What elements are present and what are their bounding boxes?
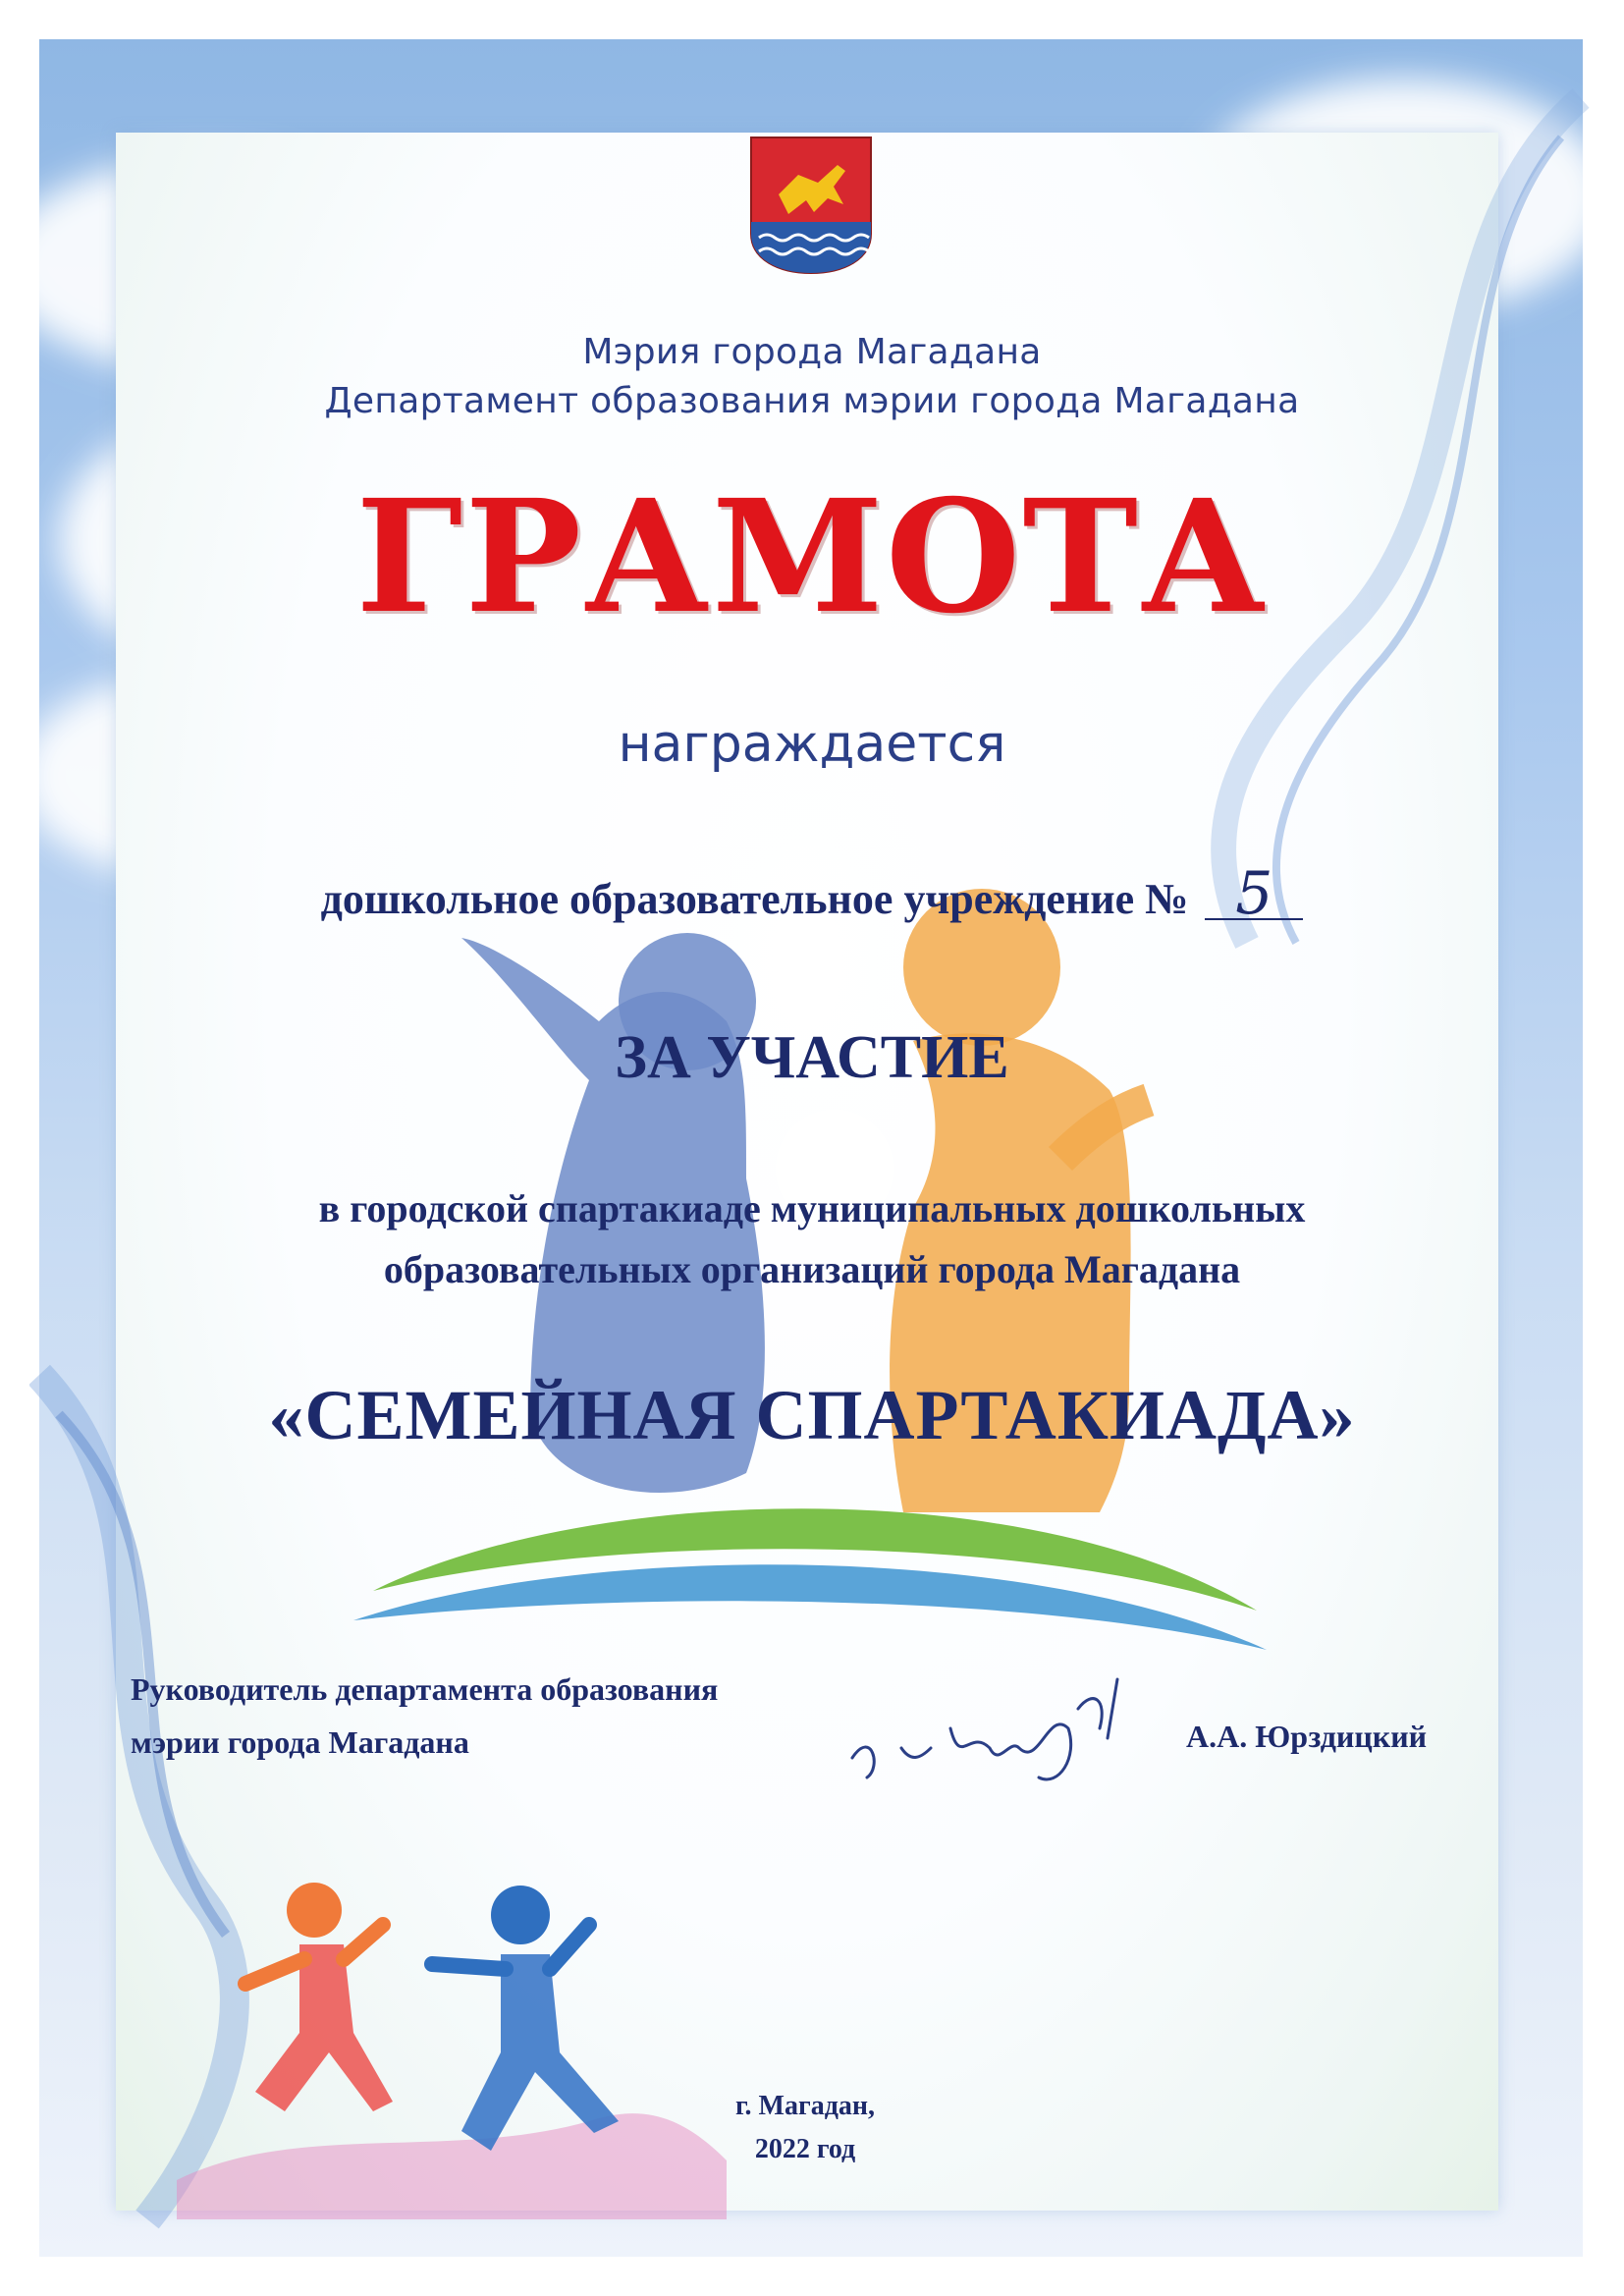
event-description-line-1: в городской спартакиаде муниципальных дошкольных xyxy=(318,1186,1306,1230)
place: г. Магадан, xyxy=(735,2091,875,2121)
event-description xyxy=(0,1178,1624,1300)
certificate-title: ГРАМОТА xyxy=(355,466,1269,648)
magadan-coat-of-arms-icon xyxy=(749,136,873,275)
boy-runner-head xyxy=(491,1886,550,1944)
date: 2022 год xyxy=(754,2134,856,2164)
place-and-date xyxy=(687,2085,923,2171)
recipient-number: 5 xyxy=(1205,869,1303,920)
signer-position-line-2: мэрии города Магадана xyxy=(131,1724,469,1760)
boy-runner xyxy=(461,1954,619,2151)
org-line-department: Департамент образования мэрии города Магадана xyxy=(324,381,1300,421)
event-name: «СЕМЕЙНАЯ СПАРТАКИАДА» xyxy=(268,1376,1356,1454)
signer-position-line-1: Руководитель департамента образования xyxy=(131,1671,719,1707)
recipient-label: дошкольное образовательное учреждение № xyxy=(320,875,1189,923)
event-description-line-2: образовательных организаций города Магадана xyxy=(383,1247,1241,1291)
signer-name: А.А. Юрздицкий xyxy=(1186,1719,1428,1754)
signer-position xyxy=(131,1663,718,1769)
awarded-text: награждается xyxy=(618,715,1006,774)
recipient-line xyxy=(0,859,1624,928)
org-line-mayoralty: Мэрия города Магадана xyxy=(582,332,1042,372)
handwritten-signature xyxy=(842,1669,1147,1797)
girl-runner-head xyxy=(287,1883,342,1938)
running-children-illustration xyxy=(137,1866,727,2219)
for-participation-heading: ЗА УЧАСТИЕ xyxy=(615,1024,1009,1091)
